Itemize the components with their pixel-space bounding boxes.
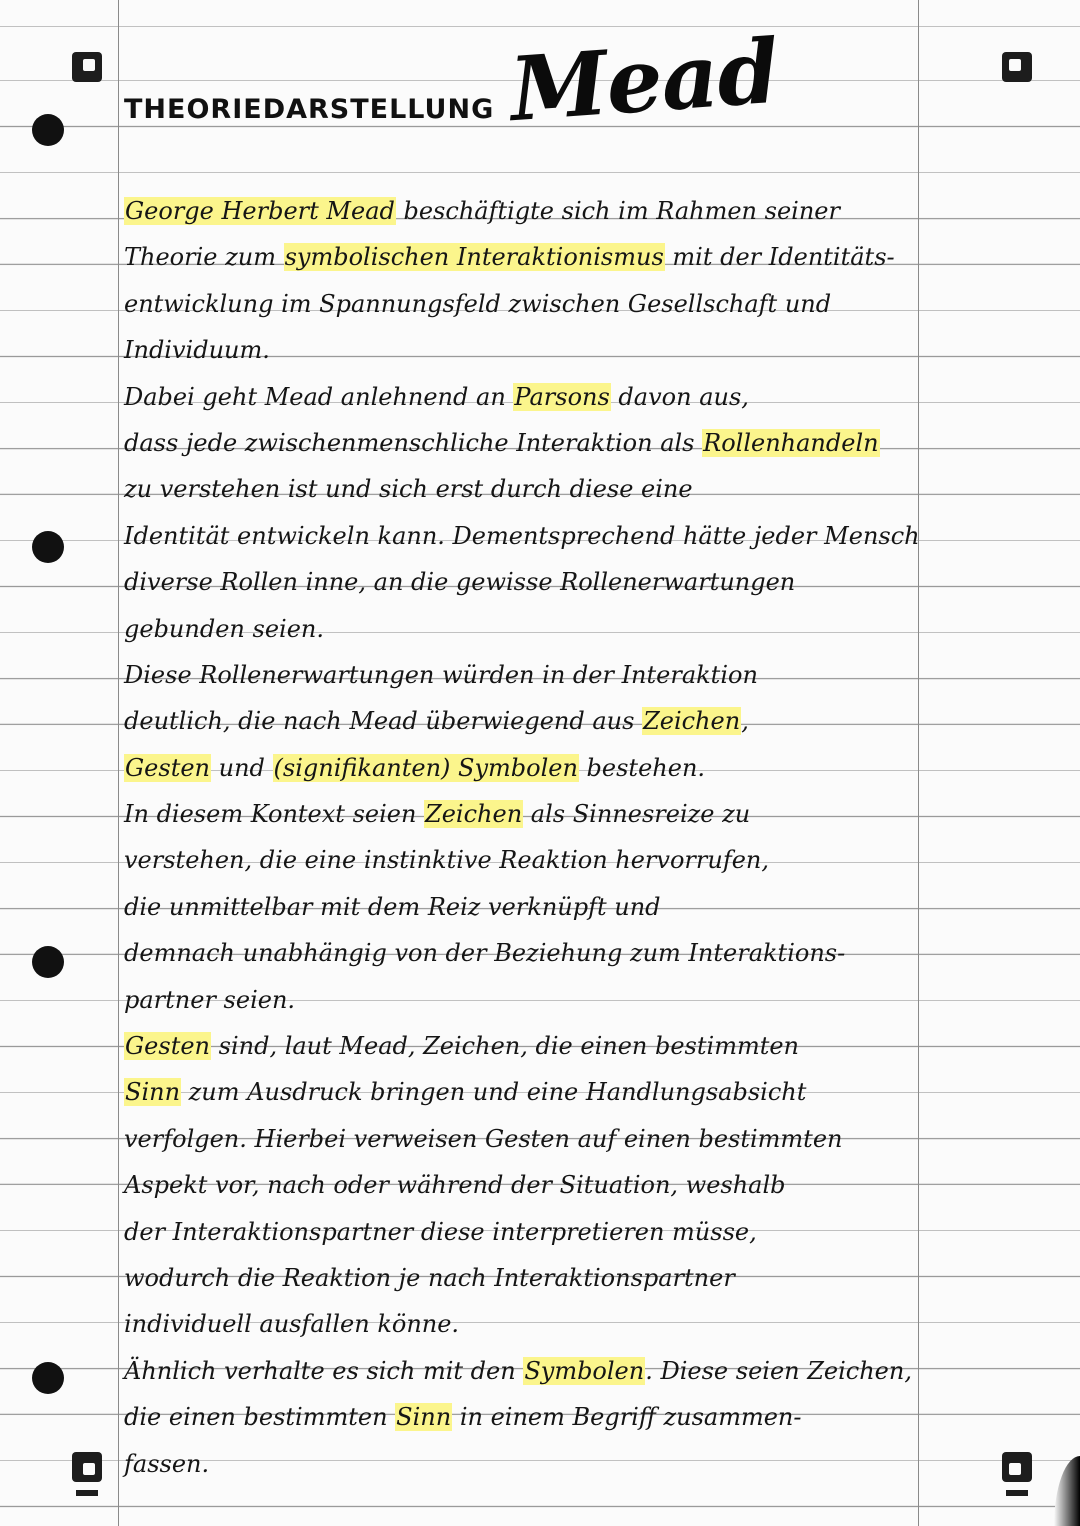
left-margin-line: [118, 0, 119, 1526]
text-line: [124, 374, 924, 420]
text-segment: Aspekt vor, nach oder während der Situation, weshalb: [124, 1171, 786, 1200]
text-line: [124, 1394, 924, 1440]
text-line: [124, 884, 924, 930]
highlighted-term: Sinn: [125, 1078, 181, 1107]
text-line: [124, 1023, 924, 1069]
text-segment: und: [211, 753, 273, 782]
text-line: [124, 745, 924, 791]
text-line: [124, 188, 924, 234]
text-line: [124, 606, 924, 652]
text-line: [124, 837, 924, 883]
text-line: [124, 1255, 924, 1301]
text-segment: deutlich, die nach Mead überwiegend aus: [124, 707, 643, 736]
text-line: [124, 513, 924, 559]
page-title: Mead: [506, 18, 782, 142]
text-segment: ,: [741, 707, 749, 736]
text-segment: individuell ausfallen könne.: [124, 1310, 460, 1339]
text-line: [124, 652, 924, 698]
highlighted-term: Zeichen: [643, 707, 741, 736]
text-segment: Diese Rollenerwartungen würden in der Interaktion: [124, 660, 758, 689]
text-line: [124, 1116, 924, 1162]
text-segment: fassen.: [124, 1449, 210, 1478]
text-line: [124, 466, 924, 512]
text-segment: . Diese seien Zeichen,: [645, 1356, 912, 1385]
highlighted-term: Gesten: [125, 753, 210, 782]
text-segment: mit der Identitäts-: [664, 243, 895, 272]
text-line: [124, 281, 924, 327]
highlighted-term: (signifikanten) Symbolen: [273, 753, 578, 782]
highlighted-term: Symbolen: [524, 1356, 645, 1385]
text-segment: zum Ausdruck bringen und eine Handlungsabsicht: [181, 1078, 807, 1107]
text-segment: demnach unabhängig von der Beziehung zum Interaktions-: [124, 939, 846, 968]
highlighted-term: Sinn: [396, 1403, 452, 1432]
punch-hole: [32, 531, 64, 563]
text-segment: dass jede zwischenmenschliche Interaktion als: [124, 428, 703, 457]
corner-mark-bottom-right: [1002, 1452, 1032, 1482]
punch-hole: [32, 1362, 64, 1394]
punch-hole: [32, 114, 64, 146]
text-line: [124, 1209, 924, 1255]
text-line: [124, 559, 924, 605]
text-segment: gebunden seien.: [124, 614, 324, 643]
text-segment: davon aus,: [610, 382, 749, 411]
text-line: [124, 234, 924, 280]
text-line: [124, 698, 924, 744]
corner-bar-bottom-left: [76, 1490, 98, 1496]
text-segment: zu verstehen ist und sich erst durch diese eine: [124, 475, 693, 504]
highlighted-term: Rollenhandeln: [703, 428, 879, 457]
text-segment: in einem Begriff zusammen-: [452, 1403, 802, 1432]
highlighted-term: Parsons: [514, 382, 610, 411]
text-segment: partner seien.: [124, 985, 296, 1014]
text-line: [124, 420, 924, 466]
text-segment: entwicklung im Spannungsfeld zwischen Gesellschaft und: [124, 289, 832, 318]
text-segment: Theorie zum: [124, 243, 284, 272]
highlighted-term: symbolischen Interaktionismus: [284, 243, 664, 272]
text-segment: der Interaktionspartner diese interpretieren müsse,: [124, 1217, 757, 1246]
text-segment: als Sinnesreize zu: [523, 800, 751, 829]
corner-bar-bottom-right: [1006, 1490, 1028, 1496]
text-segment: Individuum.: [124, 336, 270, 365]
text-line: [124, 327, 924, 373]
text-segment: beschäftigte sich im Rahmen seiner: [395, 197, 840, 225]
text-segment: Ähnlich verhalte es sich mit den: [124, 1356, 524, 1385]
text-segment: wodurch die Reaktion je nach Interaktionspartner: [124, 1263, 735, 1292]
text-line: [124, 1301, 924, 1347]
text-segment: In diesem Kontext seien: [124, 800, 425, 829]
text-segment: bestehen.: [578, 753, 706, 782]
text-line: [124, 930, 924, 976]
text-segment: Dabei geht Mead anlehnend an: [124, 382, 514, 411]
text-segment: verfolgen. Hierbei verweisen Gesten auf einen bestimmten: [124, 1124, 843, 1153]
punch-hole: [32, 946, 64, 978]
text-line: [124, 1348, 924, 1394]
highlighted-term: Gesten: [125, 1032, 210, 1061]
text-segment: die einen bestimmten: [124, 1403, 396, 1432]
corner-mark-top-right: [1002, 52, 1032, 82]
corner-mark-top-left: [72, 52, 102, 82]
text-line: [124, 1069, 924, 1115]
text-line: [124, 1162, 924, 1208]
text-segment: die unmittelbar mit dem Reiz verknüpft und: [124, 892, 661, 921]
text-segment: diverse Rollen inne, an die gewisse Rollenerwartungen: [124, 568, 796, 597]
text-line: [124, 1441, 924, 1487]
highlighted-term: George Herbert Mead: [125, 197, 395, 225]
section-heading: THEORIEDARSTELLUNG: [124, 94, 495, 125]
text-segment: verstehen, die eine instinktive Reaktion hervorrufen,: [124, 846, 769, 875]
text-line: [124, 977, 924, 1023]
corner-mark-bottom-left: [72, 1452, 102, 1482]
handwritten-body: [124, 188, 924, 1487]
highlighted-term: Zeichen: [425, 800, 523, 829]
text-segment: Identität entwickeln kann. Dementsprechend hätte jeder Mensch: [124, 521, 920, 550]
page-curl: [1054, 1456, 1080, 1526]
text-segment: sind, laut Mead, Zeichen, die einen bestimmten: [211, 1032, 800, 1061]
text-line: [124, 791, 924, 837]
